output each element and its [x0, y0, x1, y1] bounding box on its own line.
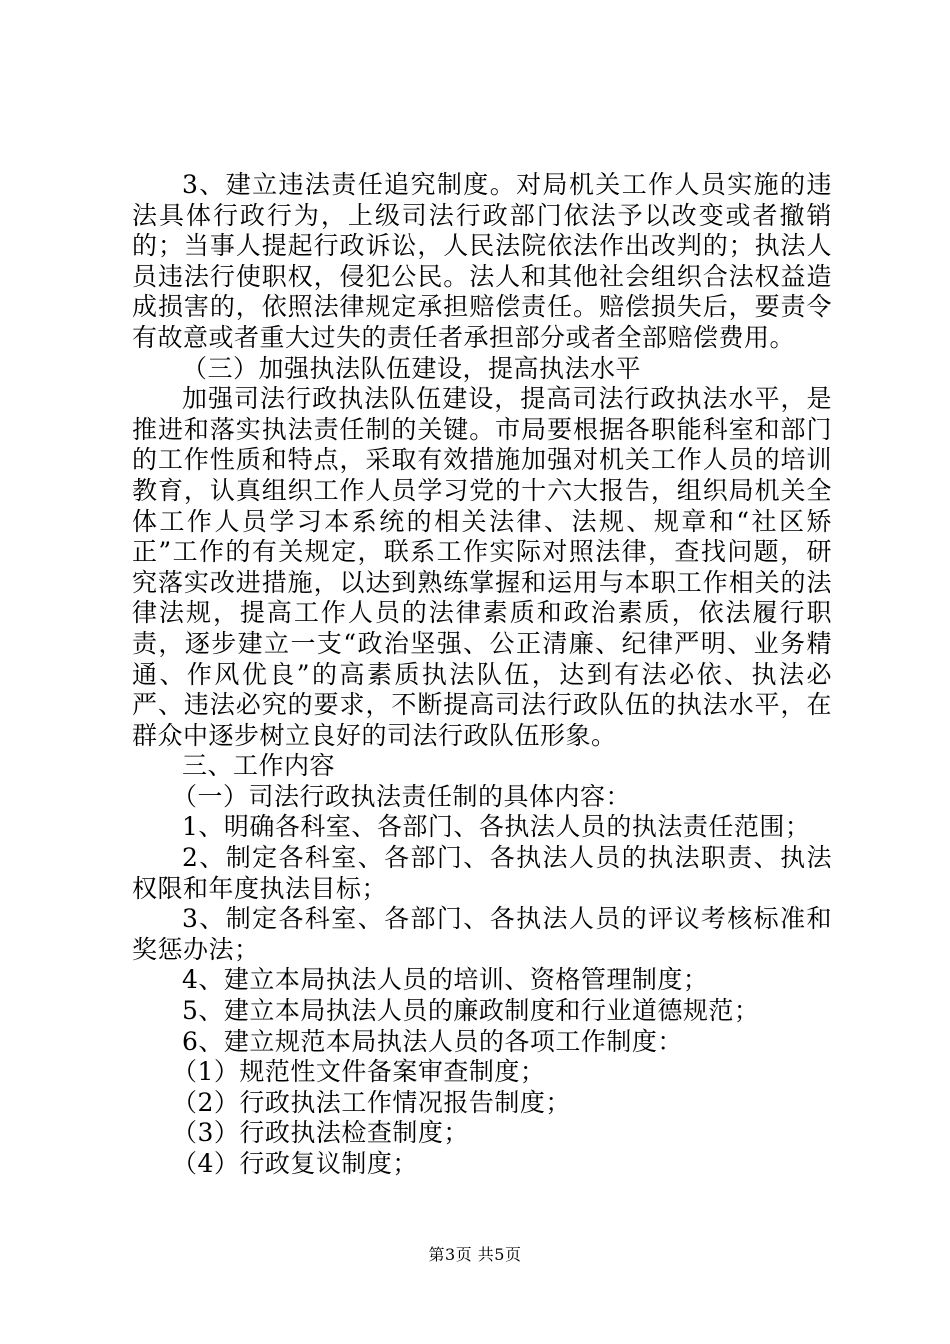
- list-item: 1、明确各科室、各部门、各执法人员的执法责任范围；: [182, 812, 811, 842]
- list-item: 3、制定各科室、各部门、各执法人员的评议考核标准和奖惩办法；: [132, 904, 832, 964]
- section-heading-team-building: （三）加强执法队伍建设，提高执法水平: [182, 353, 642, 383]
- section-heading-work-content: 三、工作内容: [182, 751, 336, 781]
- paragraph-team-building: 加强司法行政执法队伍建设，提高司法行政执法水平，是推进和落实执法责任制的关键。市局要根据各职能科室和部门的工作性质和特点，采取有效措施加强对机关工作人员的培训教育，认真组织工作人员学习党的十六大报告，组织局机关全体工作人员学习本系统的相关法律、法规、规章和“社区矫正”工作的有关规定，联系工作实际对照法律，查找问题，研究落实改进措施，以达到熟练掌握和运用与本职工作相关的法律法规，提高工作人员的法律素质和政治素质，依法履行职责，逐步建立一支“政治坚强、公正清廉、纪律严明、业务精通、作风优良”的高素质执法队伍，达到有法必依、执法必严、违法必究的要求，不断提高司法行政队伍的执法水平，在群众中逐步树立良好的司法行政队伍形象。: [132, 384, 832, 750]
- sub-list-item: （2）行政执法工作情况报告制度；: [172, 1087, 571, 1117]
- paragraph-liability: 3、建立违法责任追究制度。对局机关工作人员实施的违法具体行政行为，上级司法行政部门依法予以改变或者撤销的；当事人提起行政诉讼，人民法院依法作出改判的；执法人员违法行使职权，侵犯公民。法人和其他社会组织合法权益造成损害的，依照法律规定承担赔偿责任。赔偿损失后，要责令有故意或者重大过失的责任者承担部分或者全部赔偿费用。: [132, 170, 832, 352]
- list-item: 5、建立本局执法人员的廉政制度和行业道德规范；: [182, 996, 760, 1026]
- page-footer: [0, 1245, 950, 1265]
- sub-list-item: （1）规范性文件备案审查制度；: [172, 1057, 546, 1087]
- document-body: [132, 170, 832, 1180]
- list-item: 6、建立规范本局执法人员的各项工作制度：: [182, 1026, 683, 1056]
- list-item: 4、建立本局执法人员的培训、资格管理制度；: [182, 965, 709, 995]
- list-item: 2、制定各科室、各部门、各执法人员的执法职责、执法权限和年度执法目标；: [132, 843, 832, 903]
- subsection-heading-specific-content: （一）司法行政执法责任制的具体内容：: [172, 781, 632, 811]
- sub-list-item: （4）行政复议制度；: [172, 1149, 418, 1178]
- page-number: 第3页 共5页: [428, 1245, 522, 1264]
- sub-list-item: （3）行政执法检查制度；: [172, 1118, 469, 1148]
